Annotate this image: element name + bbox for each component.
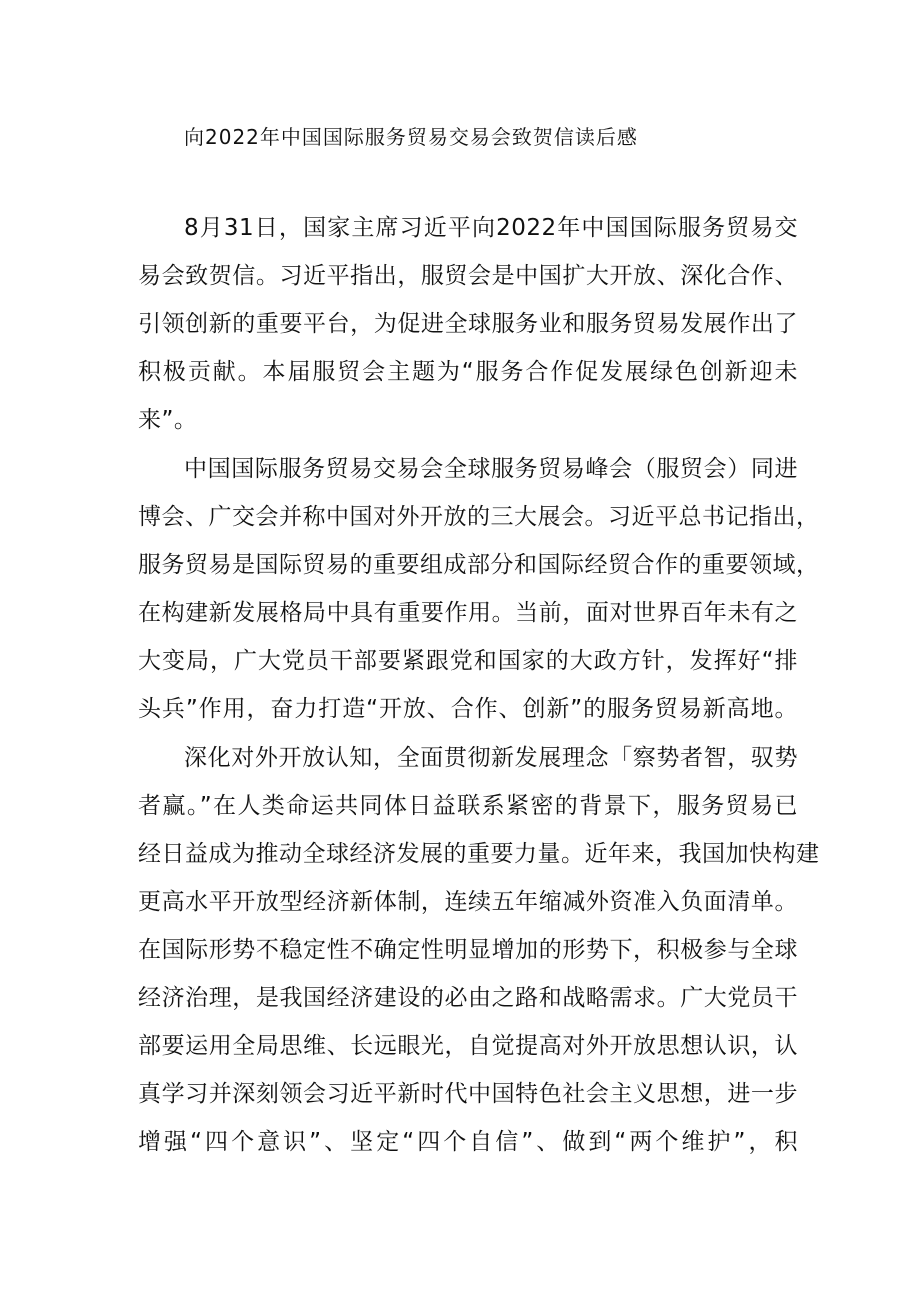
paragraph-line: 者赢。”在人类命运共同体日益联系紧密的背景下，服务贸易已 [138, 793, 798, 819]
paragraph-line: 积极贡献。本届服贸会主题为“服务合作促发展绿色创新迎未 [138, 359, 798, 385]
paragraph-line: 在国际形势不稳定性不确定性明显增加的形势下，积极参与全球 [138, 937, 798, 963]
paragraph-line: 服务贸易是国际贸易的重要组成部分和国际经贸合作的重要领域， [138, 552, 820, 578]
paragraph-line: 真学习并深刻领会习近平新时代中国特色社会主义思想，进一步 [138, 1081, 798, 1107]
paragraph-line: 中国国际服务贸易交易会全球服务贸易峰会（服贸会）同进 [184, 456, 798, 482]
paragraph-line: 来”。 [138, 407, 198, 433]
paragraph-line: 大变局，广大党员干部要紧跟党和国家的大政方针，发挥好“排 [138, 648, 798, 674]
paragraph-line: 增强“四个意识”、坚定“四个自信”、做到“两个维护”，积 [138, 1129, 798, 1155]
paragraph-line: 部要运用全局思维、长远眼光，自觉提高对外开放思想认识，认 [138, 1033, 798, 1059]
paragraph-line: 在构建新发展格局中具有重要作用。当前，面对世界百年未有之 [138, 600, 798, 626]
paragraph-line: 头兵”作用，奋力打造“开放、合作、创新”的服务贸易新高地。 [138, 696, 798, 722]
document-title: 向2022年中国国际服务贸易交易会致贺信读后感 [184, 125, 638, 149]
paragraph-line: 引领创新的重要平台，为促进全球服务业和服务贸易发展作出了 [138, 311, 798, 337]
paragraph-line: 8月31日，国家主席习近平向2022年中国国际服务贸易交 [184, 215, 798, 241]
paragraph-line: 更高水平开放型经济新体制，连续五年缩减外资准入负面清单。 [138, 889, 798, 915]
paragraph-line: 经济治理，是我国经济建设的必由之路和战略需求。广大党员干 [138, 985, 798, 1011]
paragraph-line: 易会致贺信。习近平指出，服贸会是中国扩大开放、深化合作、 [138, 263, 798, 289]
paragraph-line: 深化对外开放认知，全面贯彻新发展理念「察势者智，驭势 [184, 745, 798, 771]
paragraph-1 [138, 204, 798, 444]
paragraph-3 [138, 734, 820, 1166]
paragraph-line: 经日益成为推动全球经济发展的重要力量。近年来，我国加快构建 [138, 841, 820, 867]
paragraph-2 [138, 445, 820, 733]
paragraph-line: 博会、广交会并称中国对外开放的三大展会。习近平总书记指出， [138, 504, 820, 530]
